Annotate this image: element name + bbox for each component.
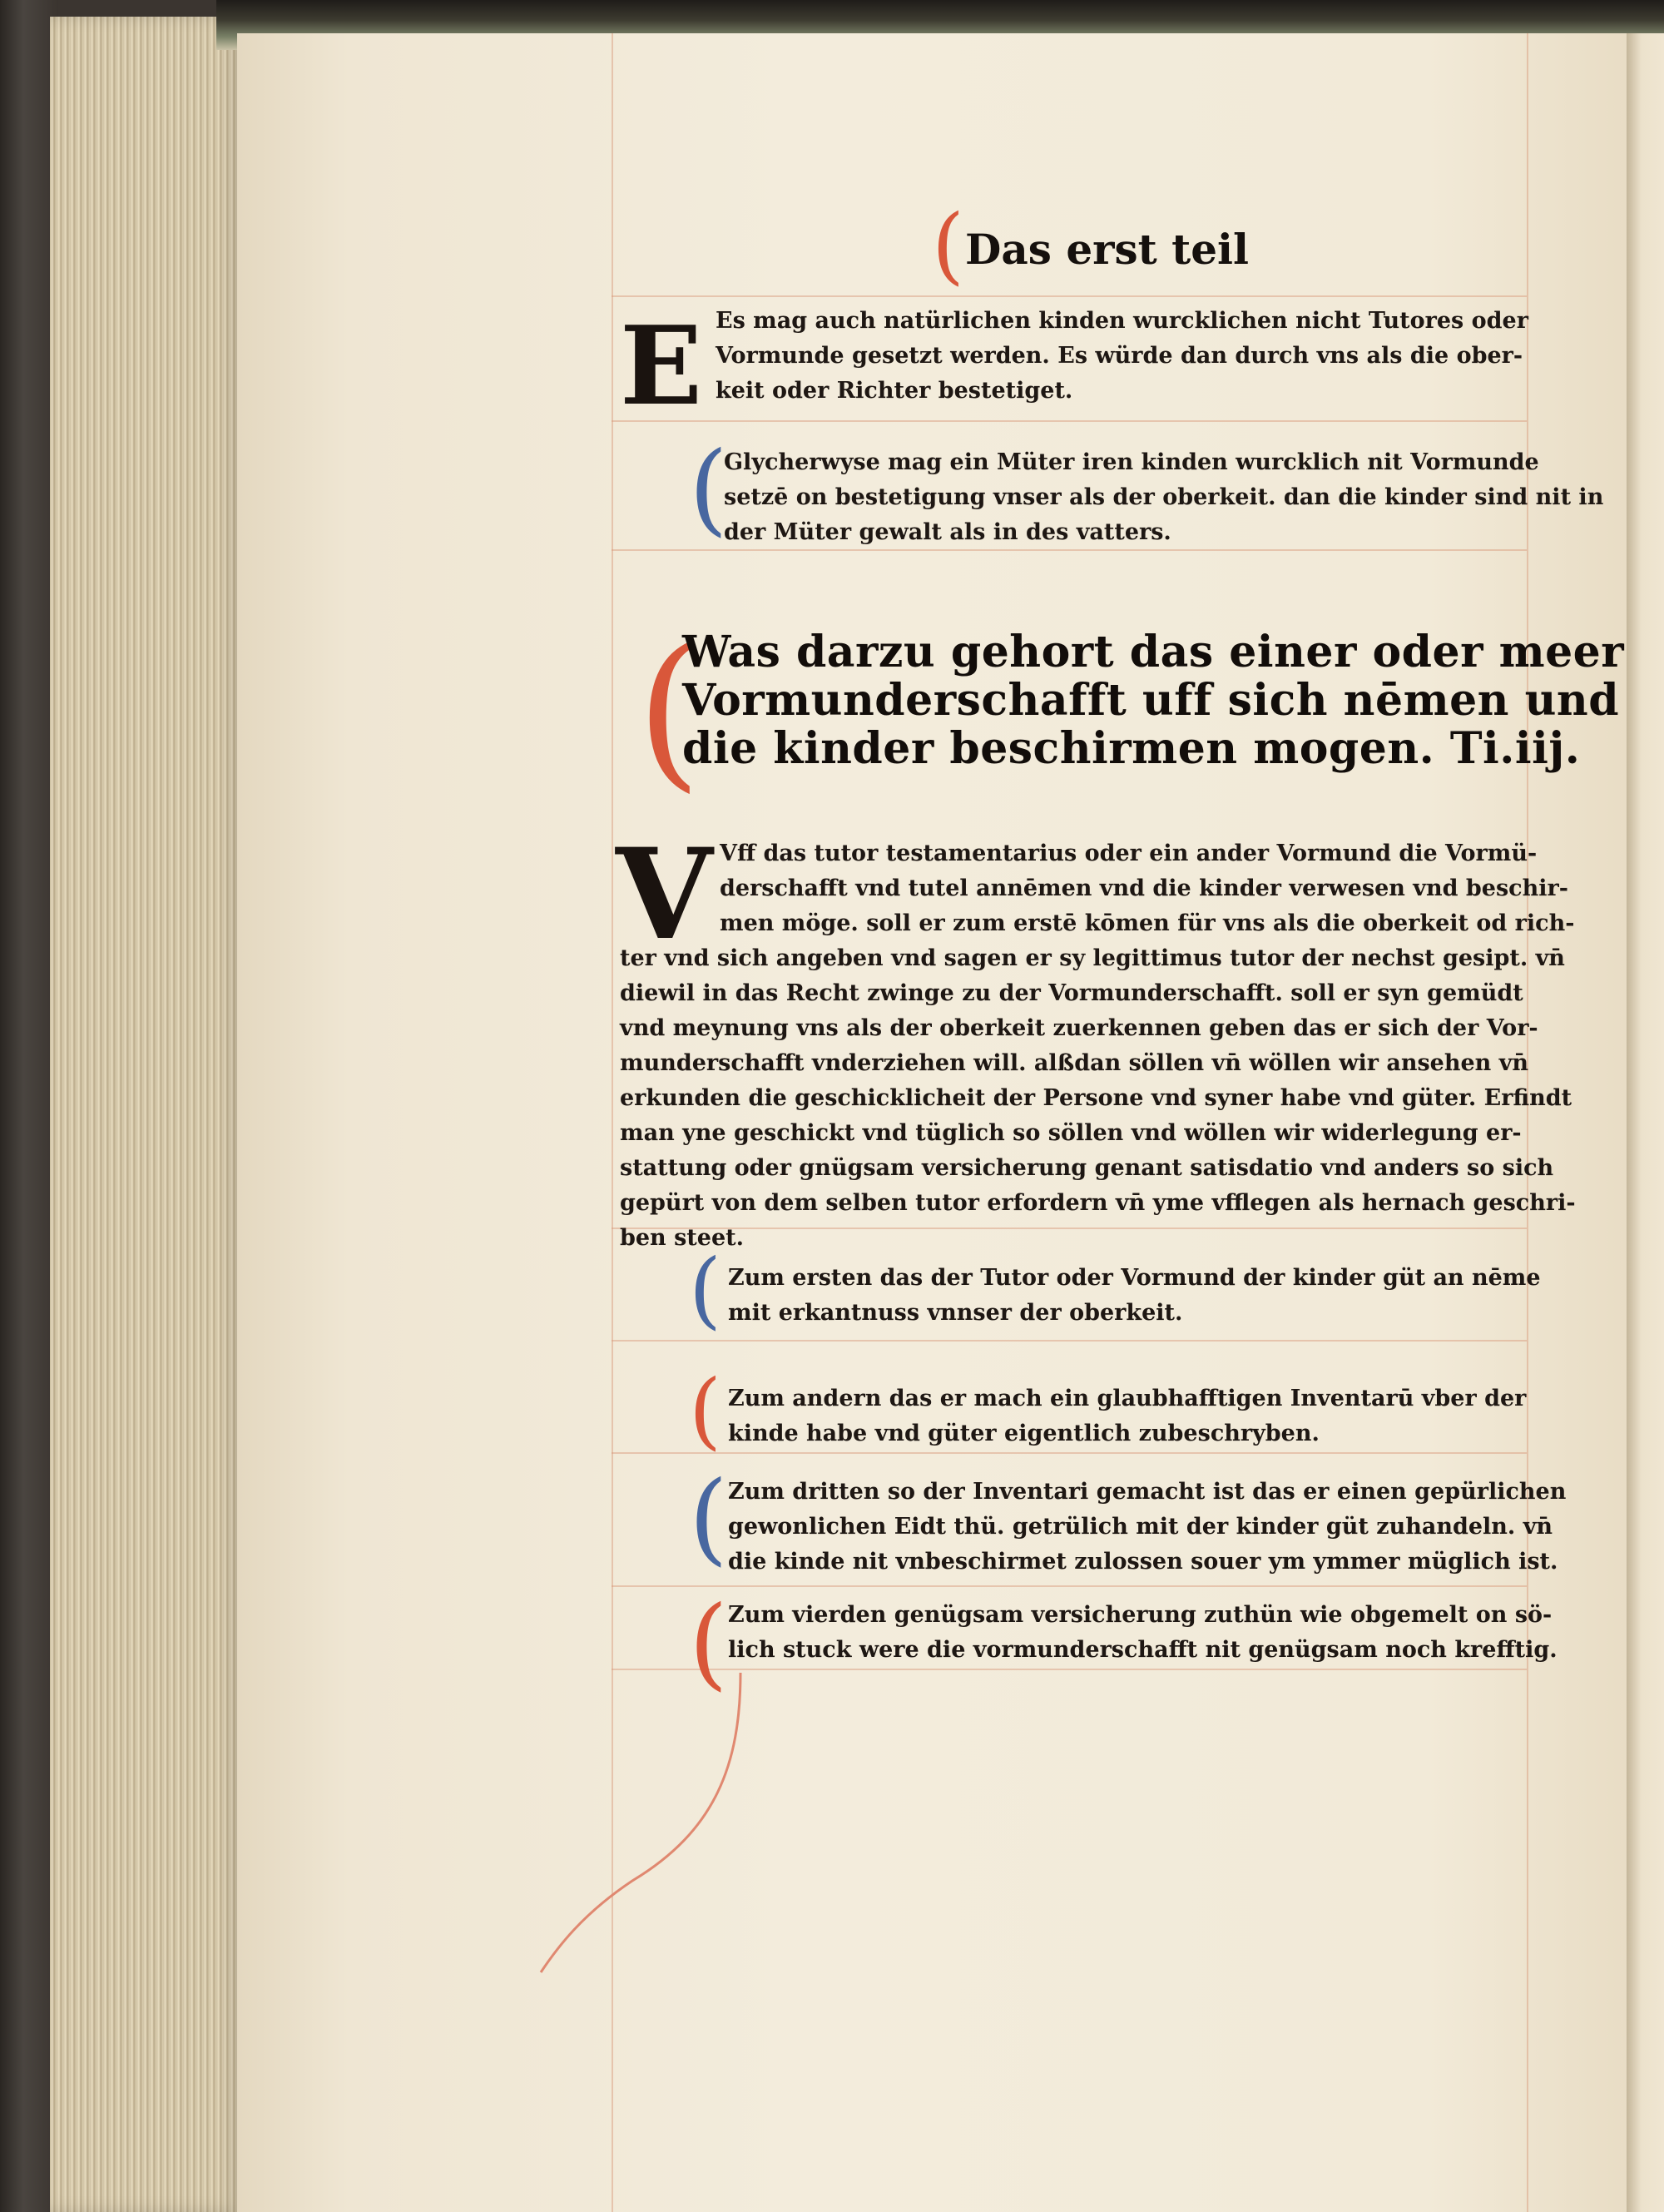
ruling-line (612, 420, 1527, 422)
text-line: Vormunde gesetzt werden. Es würde dan durch vns als die ober- (716, 343, 1523, 369)
ruling-line (612, 295, 1527, 297)
text-line: derschafft vnd tutel annēmen vnd die kinder verwesen vnd beschir- (720, 875, 1568, 901)
text-line: erkunden die geschicklicheit der Persone vnd syner habe vnd güter. Erfindt (620, 1085, 1572, 1111)
text-line: Zum andern das er mach ein glaubhafftigen Inventarū vber der (728, 1386, 1527, 1411)
text-line: ter vnd sich angeben vnd sagen er sy legittimus tutor der nechst gesipt. vn̄ (620, 945, 1565, 971)
paragraph-2 (724, 445, 1603, 550)
rubric-pilcrow: ( (689, 1585, 728, 1701)
facing-page-edge (1627, 33, 1664, 2212)
heading-line: Was darzu gehort das einer oder meer (682, 627, 1625, 677)
text-line: der Müter gewalt als in des vatters. (724, 519, 1171, 545)
rubric-pilcrow: ( (689, 1461, 728, 1576)
text-line: Zum dritten so der Inventari gemacht ist das er einen gepürlichen (728, 1479, 1567, 1505)
initial-letter: V (616, 821, 713, 968)
text-line: setzē on bestetigung vnser als der oberkeit. dan die kinder sind nit in (724, 484, 1604, 510)
rubric-pilcrow: ( (932, 196, 965, 294)
page-edges (50, 17, 241, 2212)
ruling-line (612, 1340, 1527, 1342)
ruling-line (612, 1452, 1527, 1454)
text-line: men möge. soll er zum erstē kōmen für vns als die oberkeit od rich- (720, 910, 1575, 936)
text-line: Es mag auch natürlichen kinden wurcklichen nicht Tutores oder (716, 308, 1528, 334)
text-line: Vff das tutor testamentarius oder ein ander Vormund die Vormü- (720, 841, 1538, 866)
list-item-4 (728, 1598, 1558, 1668)
text-line: Glycherwyse mag ein Müter iren kinden wurcklich nit Vormunde (724, 449, 1539, 475)
text-line: stattung oder gnügsam versicherung genant satisdatio vnd anders so sich (620, 1155, 1554, 1181)
text-line: diewil in das Recht zwinge zu der Vormunderschafft. soll er syn gemüdt (620, 980, 1523, 1006)
ruling-line (612, 1669, 1527, 1670)
text-line: man yne geschickt vnd tüglich so söllen vnd wöllen wir widerlegung er- (620, 1120, 1522, 1146)
text-line: munderschafft vnderziehen will. alßdan söllen vn̄ wöllen wir ansehen vn̄ (620, 1050, 1529, 1076)
list-item-3 (728, 1475, 1566, 1580)
rubric-pilcrow: ( (689, 1361, 722, 1459)
paragraph-3 (620, 836, 1576, 1256)
text-line: die kinde nit vnbeschirmet zulossen souer ym ymmer müglich ist. (728, 1549, 1558, 1575)
rubric-pilcrow: ( (689, 431, 728, 547)
list-item-2 (728, 1381, 1526, 1451)
text-line: keit oder Richter bestetiget. (716, 378, 1073, 404)
rubric-tail-stroke (532, 1664, 749, 1981)
rubric-pilcrow: ( (689, 1241, 722, 1338)
ruling-line (612, 1585, 1527, 1587)
text-line: kinde habe vnd güter eigentlich zubeschryben. (728, 1421, 1320, 1446)
heading-line: Vormunderschafft uff sich nēmen und (682, 675, 1620, 726)
initial-letter: E (620, 302, 703, 429)
rubric-pilcrow: ( (636, 614, 702, 808)
paragraph-1 (716, 304, 1528, 409)
text-line: Zum ersten das der Tutor oder Vormund der kinder güt an nēme (728, 1265, 1541, 1291)
text-line: gepürt von dem selben tutor erfordern vn̄ yme vfflegen als hernach geschri- (620, 1190, 1576, 1216)
text-line: ben steet. (620, 1225, 744, 1251)
text-line: lich stuck were die vormunderschafft nit genügsam noch krefftig. (728, 1637, 1558, 1663)
heading-line: die kinder beschirmen mogen. Ti.iij. (682, 723, 1581, 774)
section-heading (682, 628, 1624, 773)
page-heading: Das erst teil (965, 225, 1250, 274)
text-line: gewonlichen Eidt thü. getrülich mit der kinder güt zuhandeln. vn̄ (728, 1514, 1553, 1540)
text-line: mit erkantnuss vnnser der oberkeit. (728, 1300, 1183, 1326)
text-line: vnd meynung vns als der oberkeit zuerkennen geben das er sich der Vor- (620, 1015, 1538, 1041)
text-line: Zum vierden genügsam versicherung zuthün wie obgemelt on sö- (728, 1602, 1553, 1628)
list-item-1 (728, 1261, 1541, 1331)
